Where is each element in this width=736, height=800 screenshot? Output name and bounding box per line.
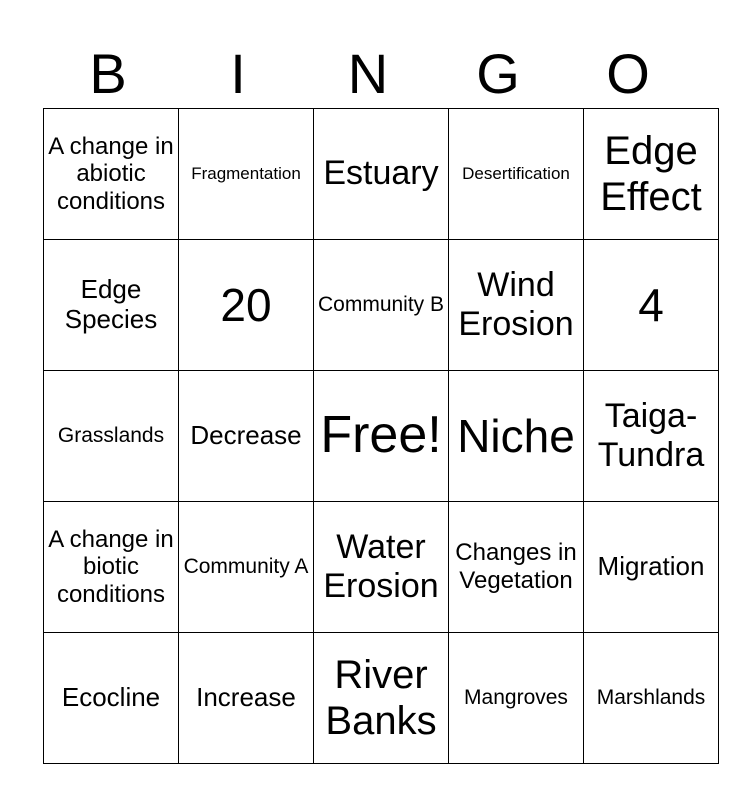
bingo-cell[interactable]: Increase: [179, 633, 314, 764]
header-letter-i: I: [230, 42, 246, 105]
board-row: [44, 633, 719, 764]
board-row: [44, 371, 719, 502]
bingo-cell[interactable]: Water Erosion: [314, 502, 449, 633]
bingo-cell[interactable]: Changes in Vegetation: [449, 502, 584, 633]
header-letter-b: B: [89, 42, 127, 105]
bingo-cell[interactable]: Desertification: [449, 109, 584, 240]
bingo-cell[interactable]: Mangroves: [449, 633, 584, 764]
bingo-cell[interactable]: Edge Species: [44, 240, 179, 371]
bingo-cell[interactable]: Wind Erosion: [449, 240, 584, 371]
bingo-cell[interactable]: Marshlands: [584, 633, 719, 764]
board-row: [44, 109, 719, 240]
bingo-cell[interactable]: Estuary: [314, 109, 449, 240]
free-space-cell[interactable]: Free!: [314, 371, 449, 502]
bingo-cell[interactable]: 4: [584, 240, 719, 371]
board-row: [44, 502, 719, 633]
board-row: [44, 240, 719, 371]
bingo-cell[interactable]: Taiga-Tundra: [584, 371, 719, 502]
bingo-cell[interactable]: Community A: [179, 502, 314, 633]
bingo-header: [43, 40, 693, 108]
bingo-cell[interactable]: Community B: [314, 240, 449, 371]
bingo-cell[interactable]: Ecocline: [44, 633, 179, 764]
bingo-cell[interactable]: A change in abiotic conditions: [44, 109, 179, 240]
header-letter-o: O: [606, 42, 650, 105]
bingo-cell[interactable]: Edge Effect: [584, 109, 719, 240]
bingo-cell[interactable]: Niche: [449, 371, 584, 502]
bingo-cell[interactable]: River Banks: [314, 633, 449, 764]
header-letter-g: G: [476, 42, 520, 105]
bingo-cell[interactable]: Grasslands: [44, 371, 179, 502]
bingo-cell[interactable]: Decrease: [179, 371, 314, 502]
header-letter-n: N: [347, 42, 389, 105]
bingo-cell[interactable]: 20: [179, 240, 314, 371]
bingo-cell[interactable]: Migration: [584, 502, 719, 633]
bingo-board: [43, 108, 719, 764]
bingo-cell[interactable]: A change in biotic conditions: [44, 502, 179, 633]
bingo-cell[interactable]: Fragmentation: [179, 109, 314, 240]
